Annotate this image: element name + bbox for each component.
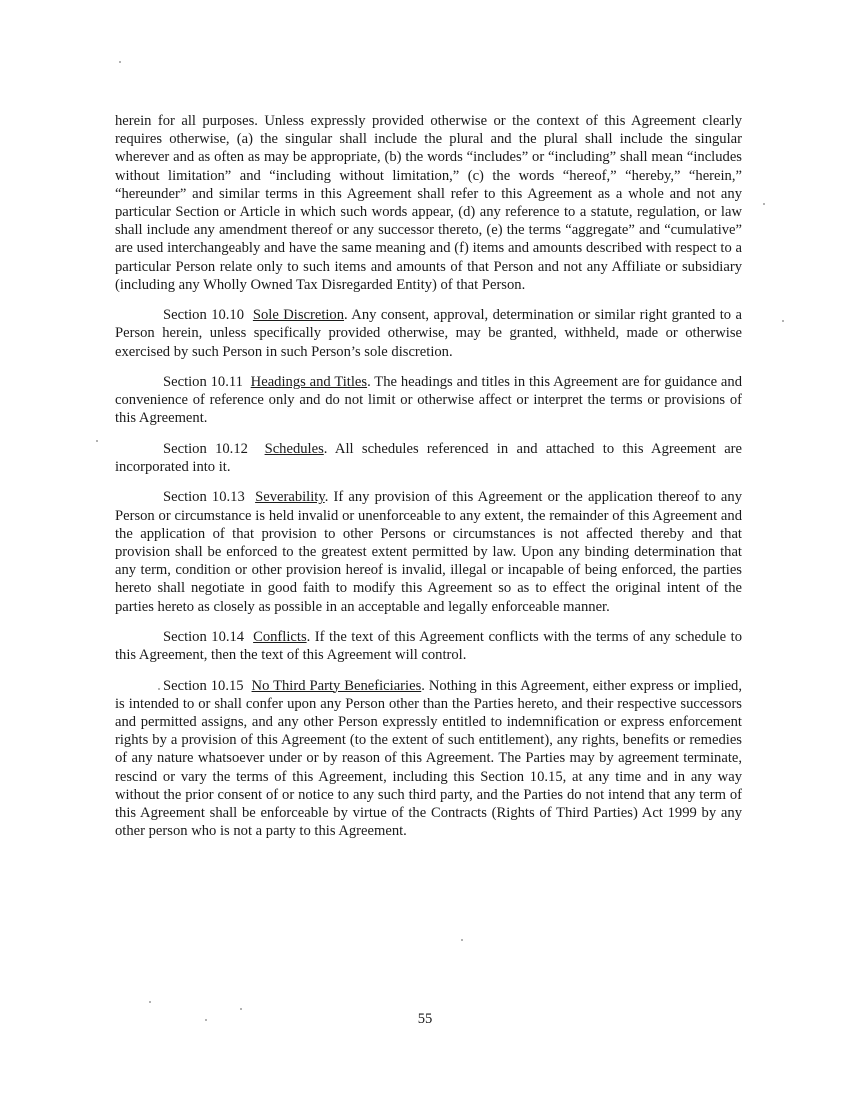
section-number: Section 10.12 (163, 440, 248, 457)
section-10-11 (115, 373, 742, 428)
section-number: Section 10.13 (163, 489, 245, 506)
section-body: . All schedules referenced in and attached to this Agreement are incorporated into it. (115, 440, 743, 476)
section-heading: Sole Discretion (252, 307, 345, 324)
scan-speck (461, 939, 463, 941)
scan-speck (763, 203, 765, 205)
scan-speck (149, 1001, 151, 1003)
section-heading: No Third Party Beneficiaries (251, 677, 422, 694)
section-10-10 (115, 306, 742, 361)
section-heading: Conflicts (253, 629, 307, 646)
section-body: . Nothing in this Agreement, either express or implied, is intended to or shall confer upon any Person other than the Parties hereto, and their respective successors and permitted assigns, and any other Person expressly entitled to indemnification or express enforcement rights by a provision of this Agreement (to the extent of such entitlement), any rights, benefits or remedies of any nature whatsoever under or by reason of this Agreement. The Parties may by agreement terminate, rescind or vary the terms of this Agreement, including this Section 10.15, at any time and in any way without the prior consent of or notice to any such third party, and the Parties do not intend that any term of this Agreement shall be enforceable by virtue of the Contracts (Rights of Third Parties) Act 1999 by any other person who is not a party to this Agreement. (115, 677, 743, 840)
section-10-13 (115, 488, 742, 615)
intro-paragraph: herein for all purposes. Unless expressly provided otherwise or the context of this Agreement clearly requires otherwise, (a) the singular shall include the plural and the plural shall include the singular wherever and as often as may be appropriate, (b) the words “includes” or “including” shall mean “includes without limitation” and “including without limitation,” (c) the words “hereof,” “hereby,” “herein,” “hereunder” and similar terms in this Agreement shall refer to this Agreement as a whole and not any particular Section or Article in which such words appear, (d) any reference to a statute, regulation, or law shall include any amendment thereof or any successor thereto, (e) the terms “aggregate” and “cumulative” are used interchangeably and have the same meaning and (f) items and amounts described with respect to a particular Person relate only to such items and amounts of that Person and not any Affiliate or subsidiary (including any Wholly Owned Tax Disregarded Entity) of that Person. (115, 113, 742, 293)
section-number: Section 10.15 (163, 677, 244, 694)
section-10-14 (115, 628, 742, 664)
scan-speck (240, 1008, 242, 1010)
section-number: Section 10.10 (163, 307, 245, 324)
section-10-15 (115, 677, 742, 841)
section-10-12 (115, 440, 742, 476)
section-number: Section 10.11 (163, 374, 243, 391)
section-heading: Headings and Titles (250, 374, 368, 391)
section-heading: Severability (255, 489, 325, 506)
scan-speck (96, 440, 98, 442)
scan-speck (158, 688, 160, 690)
document-body (115, 112, 742, 853)
section-heading: Schedules (264, 440, 324, 457)
section-body: . The headings and titles in this Agreement are for guidance and convenience of reference only and do not limit or otherwise affect or interpret the terms or provisions of this Agreement. (115, 374, 743, 427)
scan-speck (205, 1019, 207, 1021)
section-number: Section 10.14 (163, 629, 245, 646)
section-body: . If any provision of this Agreement or the application thereof to any Person or circumstance is held invalid or unenforceable to any extent, the remainder of this Agreement and the application of that provision to other Persons or circumstances is not affected thereby and that provision shall be enforced to the greatest extent permitted by law. Upon any binding determination that any term, condition or other provision hereof is invalid, illegal or incapable of being enforced, the parties hereto shall negotiate in good faith to modify this Agreement so as to effect the original intent of the parties hereto as closely as possible in an acceptable and legally enforceable manner. (115, 489, 743, 615)
page-number: 55 (417, 1011, 433, 1027)
scan-speck (782, 320, 784, 322)
section-body: . Any consent, approval, determination or similar right granted to a Person herein, unless specifically provided otherwise, may be granted, withheld, made or otherwise exercised by such Person in such Person’s sole discretion. (115, 307, 742, 360)
section-body: . If the text of this Agreement conflicts with the terms of any schedule to this Agreement, then the text of this Agreement will control. (115, 629, 742, 664)
scan-speck (119, 61, 121, 63)
